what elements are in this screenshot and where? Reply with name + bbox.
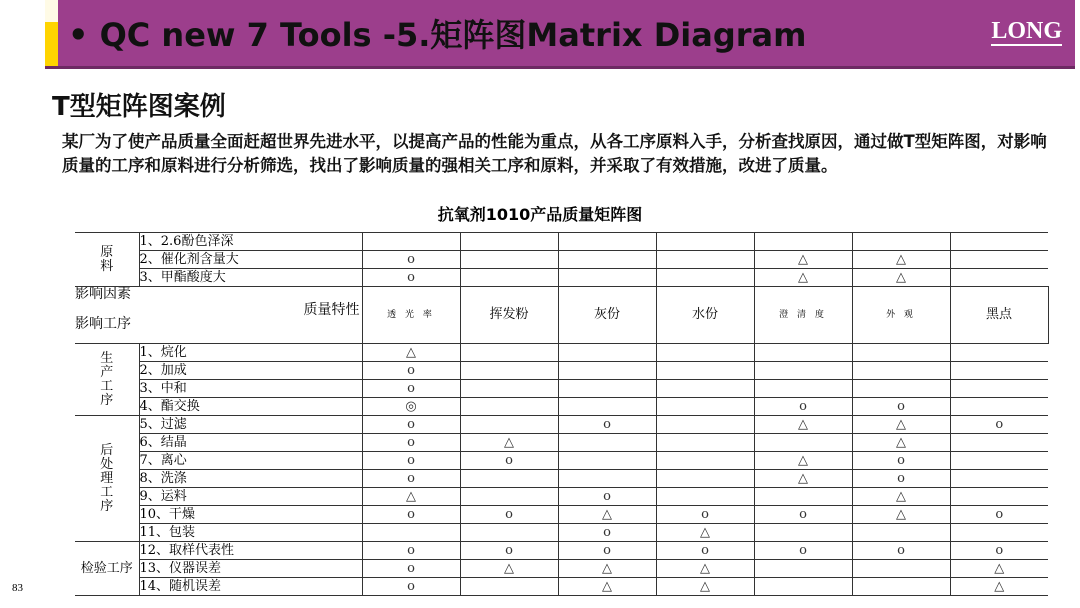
matrix-mark: o xyxy=(362,506,460,524)
group-label: 后 处 理 工 序 xyxy=(75,416,139,542)
matrix-mark xyxy=(950,398,1048,416)
matrix-mark: o xyxy=(656,506,754,524)
matrix-mark: △ xyxy=(950,578,1048,596)
matrix-mark: o xyxy=(362,416,460,434)
matrix-row xyxy=(75,452,1048,470)
section-title: T型矩阵图案例 xyxy=(52,92,226,122)
matrix-mark: △ xyxy=(754,452,852,470)
row-label: 7、离心 xyxy=(139,452,362,470)
matrix-mark: o xyxy=(460,452,558,470)
matrix-mark: o xyxy=(754,506,852,524)
matrix-mark: o xyxy=(754,398,852,416)
row-label: 3、甲酯酸度大 xyxy=(139,269,362,287)
matrix-mark xyxy=(754,488,852,506)
matrix-mark: o xyxy=(754,542,852,560)
matrix-mark xyxy=(558,380,656,398)
matrix-mark: o xyxy=(950,416,1048,434)
matrix-row xyxy=(75,524,1048,542)
group-label: 原 料 xyxy=(75,233,139,287)
matrix-mark: △ xyxy=(852,269,950,287)
row-label: 14、随机误差 xyxy=(139,578,362,596)
matrix-mark: △ xyxy=(852,506,950,524)
row-label: 13、仪器误差 xyxy=(139,560,362,578)
matrix-mark xyxy=(460,233,558,251)
matrix-mark xyxy=(656,362,754,380)
matrix-row xyxy=(75,251,1048,269)
matrix-mark xyxy=(950,380,1048,398)
matrix-row xyxy=(75,470,1048,488)
matrix-mark: o xyxy=(362,452,460,470)
matrix-mark: △ xyxy=(656,560,754,578)
matrix-mark: o xyxy=(852,470,950,488)
matrix-mark: △ xyxy=(558,560,656,578)
matrix-table xyxy=(75,232,1049,596)
matrix-mark xyxy=(754,434,852,452)
matrix-mark xyxy=(460,344,558,362)
matrix-mark: △ xyxy=(852,488,950,506)
matrix-row xyxy=(75,344,1048,362)
matrix-mark xyxy=(656,344,754,362)
matrix-mark xyxy=(656,398,754,416)
matrix-mark: ◎ xyxy=(362,398,460,416)
matrix-mark xyxy=(852,380,950,398)
matrix-mark: △ xyxy=(656,524,754,542)
matrix-mark xyxy=(950,488,1048,506)
row-label: 3、中和 xyxy=(139,380,362,398)
matrix-mark xyxy=(558,269,656,287)
matrix-mark: △ xyxy=(558,578,656,596)
matrix-mark xyxy=(656,452,754,470)
matrix-mark xyxy=(558,251,656,269)
matrix-mark xyxy=(460,398,558,416)
matrix-mark: o xyxy=(362,362,460,380)
matrix-mark: △ xyxy=(754,269,852,287)
group-label: 生 产 工 序 xyxy=(75,344,139,416)
row-label: 12、取样代表性 xyxy=(139,542,362,560)
matrix-mark xyxy=(656,434,754,452)
column-header: 灰份 xyxy=(558,287,656,344)
matrix-mark xyxy=(460,488,558,506)
matrix-mark: o xyxy=(558,524,656,542)
matrix-row xyxy=(75,542,1048,560)
column-header: 挥发粉 xyxy=(460,287,558,344)
matrix-mark: △ xyxy=(656,578,754,596)
matrix-mark: o xyxy=(852,542,950,560)
matrix-mark xyxy=(852,344,950,362)
matrix-mark: o xyxy=(852,398,950,416)
matrix-mark: o xyxy=(852,452,950,470)
matrix-mark: o xyxy=(362,269,460,287)
matrix-mark xyxy=(362,524,460,542)
matrix-mark: o xyxy=(558,488,656,506)
matrix-mark xyxy=(656,233,754,251)
matrix-mark: o xyxy=(558,416,656,434)
matrix-mark xyxy=(950,452,1048,470)
matrix-mark xyxy=(754,362,852,380)
column-header: 透 光 率 xyxy=(362,287,460,344)
matrix-mark: △ xyxy=(362,488,460,506)
matrix-mark: △ xyxy=(754,416,852,434)
matrix-mark: o xyxy=(362,578,460,596)
matrix-mark: o xyxy=(362,380,460,398)
matrix-mark: △ xyxy=(852,434,950,452)
header-corner xyxy=(75,287,362,344)
matrix-mark: o xyxy=(656,542,754,560)
matrix-mark xyxy=(754,380,852,398)
matrix-mark: o xyxy=(460,542,558,560)
matrix-mark xyxy=(558,398,656,416)
matrix-mark xyxy=(656,416,754,434)
page-number: 83 xyxy=(12,582,23,594)
factor-label: 影响因素 xyxy=(75,286,131,302)
matrix-mark xyxy=(754,344,852,362)
matrix-mark: △ xyxy=(460,560,558,578)
matrix-mark xyxy=(460,380,558,398)
matrix-row xyxy=(75,578,1048,596)
matrix-mark xyxy=(950,470,1048,488)
matrix-mark xyxy=(558,452,656,470)
matrix-mark: △ xyxy=(754,470,852,488)
column-header: 澄 清 度 xyxy=(754,287,852,344)
row-label: 2、加成 xyxy=(139,362,362,380)
slide-title: • QC new 7 Tools -5.矩阵图Matrix Diagram xyxy=(68,16,807,54)
row-label: 1、2.6酚色泽深 xyxy=(139,233,362,251)
matrix-mark: △ xyxy=(754,251,852,269)
matrix-mark xyxy=(460,524,558,542)
matrix-mark xyxy=(460,269,558,287)
row-label: 10、干燥 xyxy=(139,506,362,524)
matrix-mark: o xyxy=(362,560,460,578)
matrix-mark: o xyxy=(460,506,558,524)
matrix-mark: △ xyxy=(950,560,1048,578)
matrix-mark: o xyxy=(362,434,460,452)
matrix-mark xyxy=(558,470,656,488)
row-label: 11、包装 xyxy=(139,524,362,542)
row-label: 4、酯交换 xyxy=(139,398,362,416)
matrix-mark xyxy=(852,362,950,380)
matrix-row xyxy=(75,506,1048,524)
row-label: 5、过滤 xyxy=(139,416,362,434)
matrix-row xyxy=(75,362,1048,380)
banner-accent-highlight xyxy=(45,0,58,22)
matrix-mark xyxy=(754,524,852,542)
matrix-mark xyxy=(656,380,754,398)
matrix-row xyxy=(75,560,1048,578)
row-label: 2、催化剂含量大 xyxy=(139,251,362,269)
matrix-mark xyxy=(460,470,558,488)
matrix-mark xyxy=(460,578,558,596)
process-label: 影响工序 xyxy=(75,316,131,332)
group-label: 检验工序 xyxy=(75,542,139,596)
matrix-mark xyxy=(950,434,1048,452)
matrix-mark xyxy=(362,233,460,251)
matrix-mark xyxy=(852,524,950,542)
matrix-mark: △ xyxy=(852,251,950,269)
matrix-mark xyxy=(950,362,1048,380)
matrix-mark xyxy=(950,233,1048,251)
row-label: 8、洗涤 xyxy=(139,470,362,488)
matrix-mark xyxy=(460,251,558,269)
matrix-mark: o xyxy=(950,506,1048,524)
matrix-mark xyxy=(558,362,656,380)
matrix-mark xyxy=(656,470,754,488)
matrix-mark xyxy=(950,251,1048,269)
matrix-mark xyxy=(558,344,656,362)
matrix-mark xyxy=(950,524,1048,542)
matrix-mark: o xyxy=(558,542,656,560)
column-header: 黑点 xyxy=(950,287,1048,344)
row-label: 6、结晶 xyxy=(139,434,362,452)
matrix-row xyxy=(75,416,1048,434)
matrix-mark: △ xyxy=(558,506,656,524)
matrix-row xyxy=(75,434,1048,452)
matrix-mark: o xyxy=(950,542,1048,560)
company-logo: LONG xyxy=(991,18,1062,44)
matrix-row xyxy=(75,233,1048,251)
matrix-header-row xyxy=(75,287,1048,344)
matrix-mark xyxy=(950,269,1048,287)
matrix-mark xyxy=(656,269,754,287)
matrix-mark xyxy=(558,233,656,251)
matrix-mark: o xyxy=(362,470,460,488)
row-label: 1、烷化 xyxy=(139,344,362,362)
matrix-row xyxy=(75,488,1048,506)
matrix-mark: △ xyxy=(362,344,460,362)
table-title: 抗氧剂1010产品质量矩阵图 xyxy=(437,205,643,224)
matrix-mark xyxy=(754,578,852,596)
matrix-mark: o xyxy=(362,542,460,560)
matrix-mark xyxy=(460,416,558,434)
matrix-mark: △ xyxy=(460,434,558,452)
matrix-row xyxy=(75,269,1048,287)
matrix-mark xyxy=(950,344,1048,362)
matrix-mark xyxy=(558,434,656,452)
matrix-mark xyxy=(656,251,754,269)
matrix-mark: △ xyxy=(852,416,950,434)
matrix-mark xyxy=(852,578,950,596)
matrix-mark xyxy=(852,233,950,251)
matrix-mark: o xyxy=(362,251,460,269)
column-header: 水份 xyxy=(656,287,754,344)
matrix-mark xyxy=(754,560,852,578)
intro-paragraph: 某厂为了使产品质量全面赶超世界先进水平，以提高产品的性能为重点，从各工序原料入手，分析查找原因，通过做T型矩阵图，对影响质量的工序和原料进行分析筛选，找出了影响质量的强相关工序和原料，并采取了有效措施，改进了质量。 xyxy=(62,132,1047,175)
matrix-mark xyxy=(656,488,754,506)
matrix-row xyxy=(75,398,1048,416)
matrix-mark xyxy=(754,233,852,251)
matrix-row xyxy=(75,380,1048,398)
quality-label: 质量特性 xyxy=(303,302,360,318)
matrix-mark xyxy=(852,560,950,578)
column-header: 外 观 xyxy=(852,287,950,344)
matrix-mark xyxy=(460,362,558,380)
row-label: 9、运料 xyxy=(139,488,362,506)
